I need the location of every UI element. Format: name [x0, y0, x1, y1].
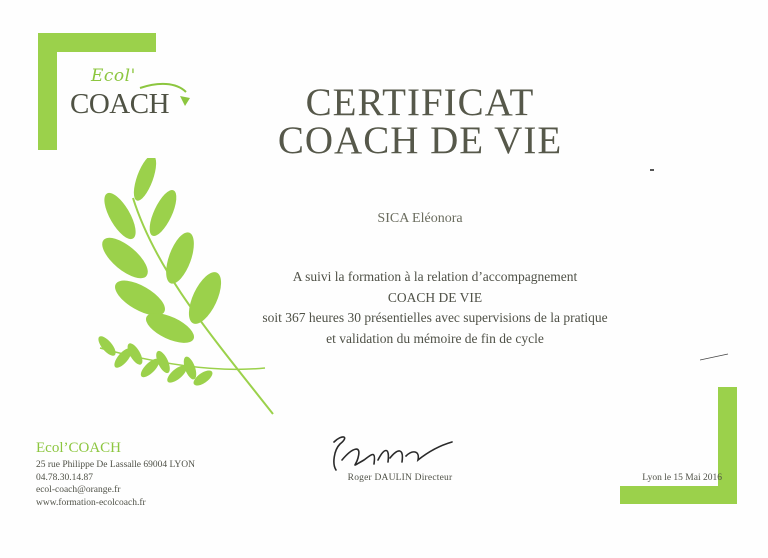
corner-bracket-top-left-vertical: [38, 33, 57, 150]
leaf-branch-icon: [95, 158, 275, 418]
ecolcoach-logo: [70, 66, 200, 126]
recipient-name: SICA Eléonora: [377, 211, 463, 226]
date-place: Lyon le 15 Mai 2016: [642, 473, 722, 483]
ink-stroke-mark: [700, 352, 730, 362]
body-line-4: et validation du mémoire de fin de cycle: [326, 330, 544, 346]
corner-bracket-bottom-right-horizontal: [620, 486, 737, 504]
certificate-title: [250, 81, 590, 162]
director-signature: [328, 430, 458, 474]
certificate-body: [220, 267, 650, 349]
organization-website: www.formation-ecolcoach.fr: [36, 497, 146, 508]
title-line-2: COACH DE VIE: [277, 119, 563, 162]
organization-phone: 04.78.30.14.87: [36, 472, 93, 483]
body-line-1: A suivi la formation à la relation d’accompagnement: [292, 269, 578, 284]
organization-contact: [36, 459, 195, 509]
ink-dot-mark: [650, 169, 654, 171]
body-line-2: COACH DE VIE: [387, 289, 483, 305]
logo-script-text: Ecol': [91, 66, 136, 86]
body-line-3: soit 367 heures 30 présentielles avec supervisions de la pratique: [262, 310, 608, 325]
logo-word-text: COACH: [70, 88, 170, 120]
organization-email: ecol-coach@orange.fr: [36, 485, 121, 495]
director-name: Roger DAULIN Directeur: [347, 473, 453, 483]
title-line-1: CERTIFICAT: [305, 81, 535, 124]
organization-address: 25 rue Philippe De Lassalle 69004 LYON: [36, 460, 195, 470]
logo-swoosh-arrow-icon: [130, 78, 194, 108]
organization-name: Ecol’COACH: [36, 440, 121, 456]
